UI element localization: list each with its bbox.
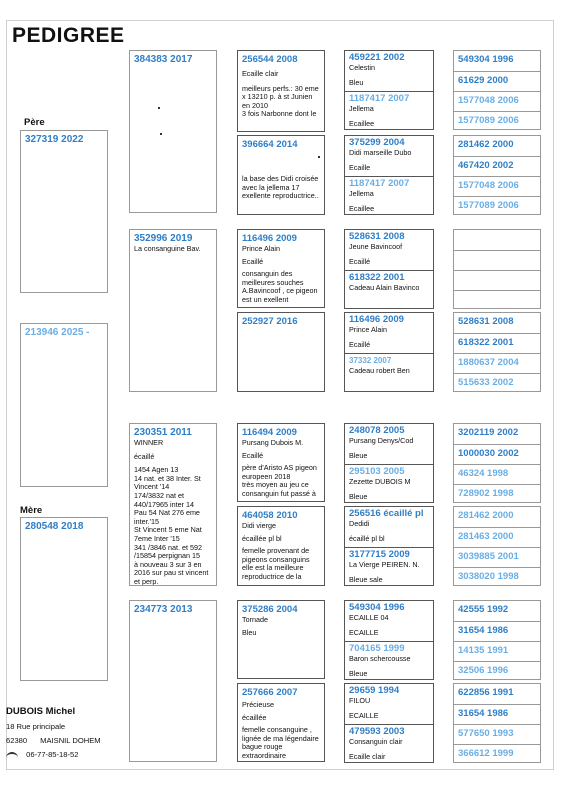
pigeon-color: Ecaillé: [242, 256, 264, 266]
pigeon-name: WINNER: [134, 438, 164, 447]
pigeon-color: écaillé pl bl: [349, 533, 385, 543]
gen5-box: [453, 50, 541, 130]
ancestor-row: [454, 270, 540, 290]
pigeon-entry: [345, 136, 433, 176]
ancestor-row: [454, 156, 540, 176]
pigeon-color: Ecaillee: [349, 203, 375, 213]
ring-number: 61629 2000: [458, 75, 509, 86]
ring-number: 3039885 2001: [458, 551, 519, 562]
ring-number: 46324 1998: [458, 468, 509, 479]
ring-number: 281463 2000: [458, 531, 514, 542]
pigeon-name: Dedidi: [349, 519, 370, 528]
ancestor-row: [454, 484, 540, 503]
ring-number: 464058 2010: [242, 510, 298, 521]
pigeon-color: Ecaille: [349, 162, 371, 172]
ring-number: 116496 2009: [242, 233, 297, 244]
ring-number: 1187417 2007: [349, 93, 410, 104]
father-label: Père: [24, 117, 45, 128]
phone-icon: [6, 752, 18, 758]
gen5-box: [453, 600, 541, 680]
ring-number: 622856 1991: [458, 687, 514, 698]
ancestor-row: [454, 704, 540, 724]
ring-number: 281462 2000: [458, 510, 514, 521]
ring-number: 528631 2008: [349, 231, 405, 242]
gen3-box-8: [237, 683, 325, 762]
pigeon-name: Précieuse: [242, 700, 274, 709]
pigeon-entry: [345, 313, 433, 353]
pigeon-color: ECAILLE: [349, 627, 379, 637]
ring-number: 29659 1994: [349, 685, 400, 696]
ring-number: 32506 1996: [458, 665, 509, 676]
ring-number: 479593 2003: [349, 726, 405, 737]
ancestor-row: [454, 464, 540, 484]
ring-number: 295103 2005: [349, 466, 405, 477]
ring-number: 577650 1993: [458, 728, 514, 739]
ring-number: 116494 2009: [242, 427, 297, 438]
ancestor-row: [454, 373, 540, 392]
ancestor-row: [454, 601, 540, 621]
ring-number: 252927 2016: [242, 316, 298, 327]
pigeon-description: femelle provenant de pigeons consanguins elle est la meilleure reproductrice de la: [242, 546, 310, 581]
ring-number: 257666 2007: [242, 687, 298, 698]
ancestor-row: [454, 724, 540, 744]
pigeon-entry: [345, 641, 433, 680]
pigeon-entry: [345, 91, 433, 130]
gen5-box: [453, 229, 541, 309]
pigeon-name: Tornade: [242, 615, 268, 624]
pigeon-entry: [345, 464, 433, 503]
pigeon-entry: [345, 270, 433, 309]
sibling-box: [20, 323, 108, 487]
pigeon-color: Bleue: [349, 450, 368, 460]
ring-number: 375299 2004: [349, 137, 405, 148]
owner-phone-row: [6, 750, 126, 759]
pigeon-color: Ecaille clair: [349, 751, 386, 761]
pigeon-name: Cadeau Alain Bavinco: [349, 283, 420, 292]
pigeon-name: Didi vierge: [242, 521, 276, 530]
grandsire-paternal-box: [129, 50, 217, 213]
ring-number: 234773 2013: [134, 604, 193, 615]
pigeon-name: Zezette DUBOIS M: [349, 477, 411, 486]
ring-number: 37332 2007: [349, 356, 392, 365]
ring-number: 366612 1999: [458, 748, 514, 759]
pigeon-name: Jellema: [349, 189, 374, 198]
pigeon-name: Prince Alain: [242, 244, 280, 253]
pigeon-entry: [345, 353, 433, 392]
ring-number: 549304 1996: [349, 602, 405, 613]
ancestor-row: [454, 111, 540, 130]
pigeon-description: père d'Aristo AS pigeon europeen 2018 très moyen au jeu ce consanguin fut passé à: [242, 463, 317, 498]
ring-number: 31654 1986: [458, 625, 509, 636]
ring-number: 704165 1999: [349, 643, 405, 654]
ring-number: 618322 2001: [458, 337, 514, 348]
pigeon-color: Ecaillé: [242, 450, 264, 460]
ancestor-row: [454, 353, 540, 373]
ring-number: 549304 1996: [458, 54, 514, 65]
ring-number: 213946 2025 -: [25, 327, 90, 338]
pigeon-color: Bleu: [242, 627, 257, 637]
pigeon-description: consanguin des meilleures souches A.Bavincoof , ce pigeon est un exellent: [242, 269, 318, 304]
pigeon-name: Jeune Bavincoof: [349, 242, 403, 251]
pigeon-name: Didi marseille Dubo: [349, 148, 412, 157]
pigeon-name: FILOU: [349, 696, 371, 705]
pigeon-name: Celestin: [349, 63, 375, 72]
pigeon-name: Jellema: [349, 104, 374, 113]
gen3-box-6: [237, 506, 325, 586]
ancestor-row: [454, 424, 540, 444]
ring-number: 3202119 2002: [458, 427, 519, 438]
gen5-box: [453, 683, 541, 763]
pigeon-description: La consanguine Bav.: [134, 244, 201, 253]
pigeon-entry: [345, 51, 433, 91]
ancestor-row: [454, 230, 540, 250]
gen3-box-4: [237, 312, 325, 392]
ancestor-row: [454, 684, 540, 704]
ring-number: 281462 2000: [458, 139, 514, 150]
owner-name: DUBOIS Michel: [6, 706, 76, 717]
pigeon-name: Pursang Denys/Cod: [349, 436, 414, 445]
ancestor-row: [454, 250, 540, 270]
ancestor-row: [454, 661, 540, 680]
gen3-box-5: [237, 423, 325, 502]
pigeon-description: meilleurs perfs.: 30 eme x 13210 p. à st Junien en 2010 3 fois Narbonne dont le: [242, 83, 319, 119]
owner-address: [6, 736, 126, 745]
gen4-box: [344, 135, 434, 215]
gen5-box: [453, 312, 541, 392]
pigeon-entry: [345, 424, 433, 464]
gen4-box: [344, 50, 434, 130]
pigeon-description: femelle consanguine , lignée de ma légendaire bague rouge extraordinaire: [242, 725, 319, 760]
mother-label: Mère: [20, 505, 43, 516]
ring-number: 248078 2005: [349, 425, 405, 436]
gen3-box-1: [237, 50, 325, 132]
pigeon-color: écaillée pl bl: [242, 533, 282, 543]
ancestor-row: [454, 71, 540, 91]
ring-number: 256544 2008: [242, 54, 298, 65]
owner-postcode: 62380: [6, 736, 28, 745]
ancestor-row: [454, 313, 540, 333]
gen4-box: [344, 506, 434, 586]
ancestor-row: [454, 136, 540, 156]
ring-number: 396664 2014: [242, 139, 298, 150]
pigeon-color: Bleue: [349, 491, 368, 501]
ring-number: 728902 1998: [458, 488, 514, 499]
pigeon-color: Bleue sale: [349, 574, 383, 584]
ring-number: 327319 2022: [25, 134, 84, 145]
gen3-box-7: [237, 600, 325, 679]
pigeon-name: ECAILLE 04: [349, 613, 389, 622]
ancestor-row: [454, 444, 540, 464]
pigeon-color: Ecaillé: [349, 339, 371, 349]
owner-block: [6, 706, 126, 759]
ring-number: 1577089 2006: [458, 115, 519, 126]
ancestor-row: [454, 176, 540, 196]
mother-box: [20, 517, 108, 681]
pigeon-entry: [345, 684, 433, 724]
owner-phone: 06-77-85-18-52: [26, 750, 79, 759]
pigeon-name: Prince Alain: [349, 325, 387, 334]
ancestor-row: [454, 51, 540, 71]
ring-number: 116496 2009: [349, 314, 404, 325]
pigeon-color: Ecaillee: [349, 118, 375, 128]
ring-number: 230351 2011: [134, 427, 192, 438]
ring-number: 515633 2002: [458, 377, 514, 388]
granddam-maternal-box: [129, 600, 217, 762]
pigeon-entry: [345, 230, 433, 270]
ring-number: 42555 1992: [458, 604, 509, 615]
pigeon-description: 1454 Agen 13 14 nat. et 38 Inter. St Vincent '14 174/3832 nat et 440/17965 inter 14 Pau 54 Nat 276 eme inter.'15 St Vincent 5 eme Nat 7eme Inter '15 341 /3846 nat. et 592 /15854 perpignan 15 à nouveau 3 sur 3 en 2016 sur pau st vincent et perp.: [134, 465, 209, 586]
pigeon-name: Pursang Dubois M.: [242, 438, 304, 447]
gen5-box: [453, 506, 541, 586]
gen5-box: [453, 135, 541, 215]
ancestor-row: [454, 547, 540, 567]
pigeon-color: Bleue: [349, 668, 368, 678]
owner-street: 18 Rue principale: [6, 722, 66, 731]
father-box: [20, 130, 108, 293]
pigeon-color: écaillée: [242, 712, 267, 722]
ring-number: 3038020 1998: [458, 571, 519, 582]
ring-number: 14135 1991: [458, 645, 509, 656]
ring-number: 1577048 2006: [458, 95, 519, 106]
ring-number: 1187417 2007: [349, 178, 410, 189]
pigeon-entry: [345, 507, 433, 547]
ring-number: 352996 2019: [134, 233, 193, 244]
gen3-box-3: [237, 229, 325, 308]
ancestor-row: [454, 527, 540, 547]
granddam-paternal-box: [129, 229, 217, 392]
gen4-box: [344, 683, 434, 763]
pigeon-name: La Vierge PEIREN. N.: [349, 560, 420, 569]
gen3-box-2: [237, 135, 325, 215]
ring-number: 1880637 2004: [458, 357, 519, 368]
ring-number: 467420 2002: [458, 160, 514, 171]
pigeon-color: Bleu: [349, 77, 364, 87]
ring-number: 459221 2002: [349, 52, 405, 63]
grandsire-maternal-box: [129, 423, 217, 586]
pigeon-entry: [345, 724, 433, 763]
pigeon-entry: [345, 601, 433, 641]
ring-number: 528631 2008: [458, 316, 514, 327]
pigeon-color: ECAILLE: [349, 710, 379, 720]
gen4-box: [344, 312, 434, 392]
ancestor-row: [454, 196, 540, 215]
pigeon-entry: [345, 547, 433, 586]
ancestor-row: [454, 621, 540, 641]
ring-number: 280548 2018: [25, 521, 84, 532]
ancestor-row: [454, 567, 540, 586]
ring-number: 384383 2017: [134, 54, 193, 65]
gen4-box: [344, 423, 434, 503]
pigeon-name: Cadeau robert Ben: [349, 366, 410, 375]
gen5-box: [453, 423, 541, 503]
ancestor-row: [454, 744, 540, 763]
ring-number: 618322 2001: [349, 272, 405, 283]
pigeon-name: Consanguin clair: [349, 737, 403, 746]
ancestor-row: [454, 91, 540, 111]
ancestor-row: [454, 641, 540, 661]
ring-number: 31654 1986: [458, 708, 509, 719]
ring-number: 3177715 2009: [349, 549, 410, 560]
pigeon-entry: [345, 176, 433, 215]
pigeon-color: écaillé: [134, 451, 155, 461]
ring-number: 1577089 2006: [458, 200, 519, 211]
pigeon-description: la base des Didi croisée avec la jellema 17 exellente reproductrice..: [242, 174, 319, 201]
pigeon-name: Baron schercousse: [349, 654, 411, 663]
pigeon-color: Ecaille clair: [242, 69, 279, 78]
ancestor-row: [454, 333, 540, 353]
gen4-box: [344, 600, 434, 680]
ring-number: 375286 2004: [242, 604, 298, 615]
ring-number: 256516 écaillé pl: [349, 508, 424, 519]
ring-number: 1000030 2002: [458, 448, 519, 459]
ancestor-row: [454, 290, 540, 309]
pigeon-color: Ecaillé: [349, 256, 371, 266]
owner-city: MAISNIL DOHEM: [40, 736, 101, 745]
gen4-box: [344, 229, 434, 309]
page-title: PEDIGREE: [12, 24, 125, 47]
ancestor-row: [454, 507, 540, 527]
ring-number: 1577048 2006: [458, 180, 519, 191]
